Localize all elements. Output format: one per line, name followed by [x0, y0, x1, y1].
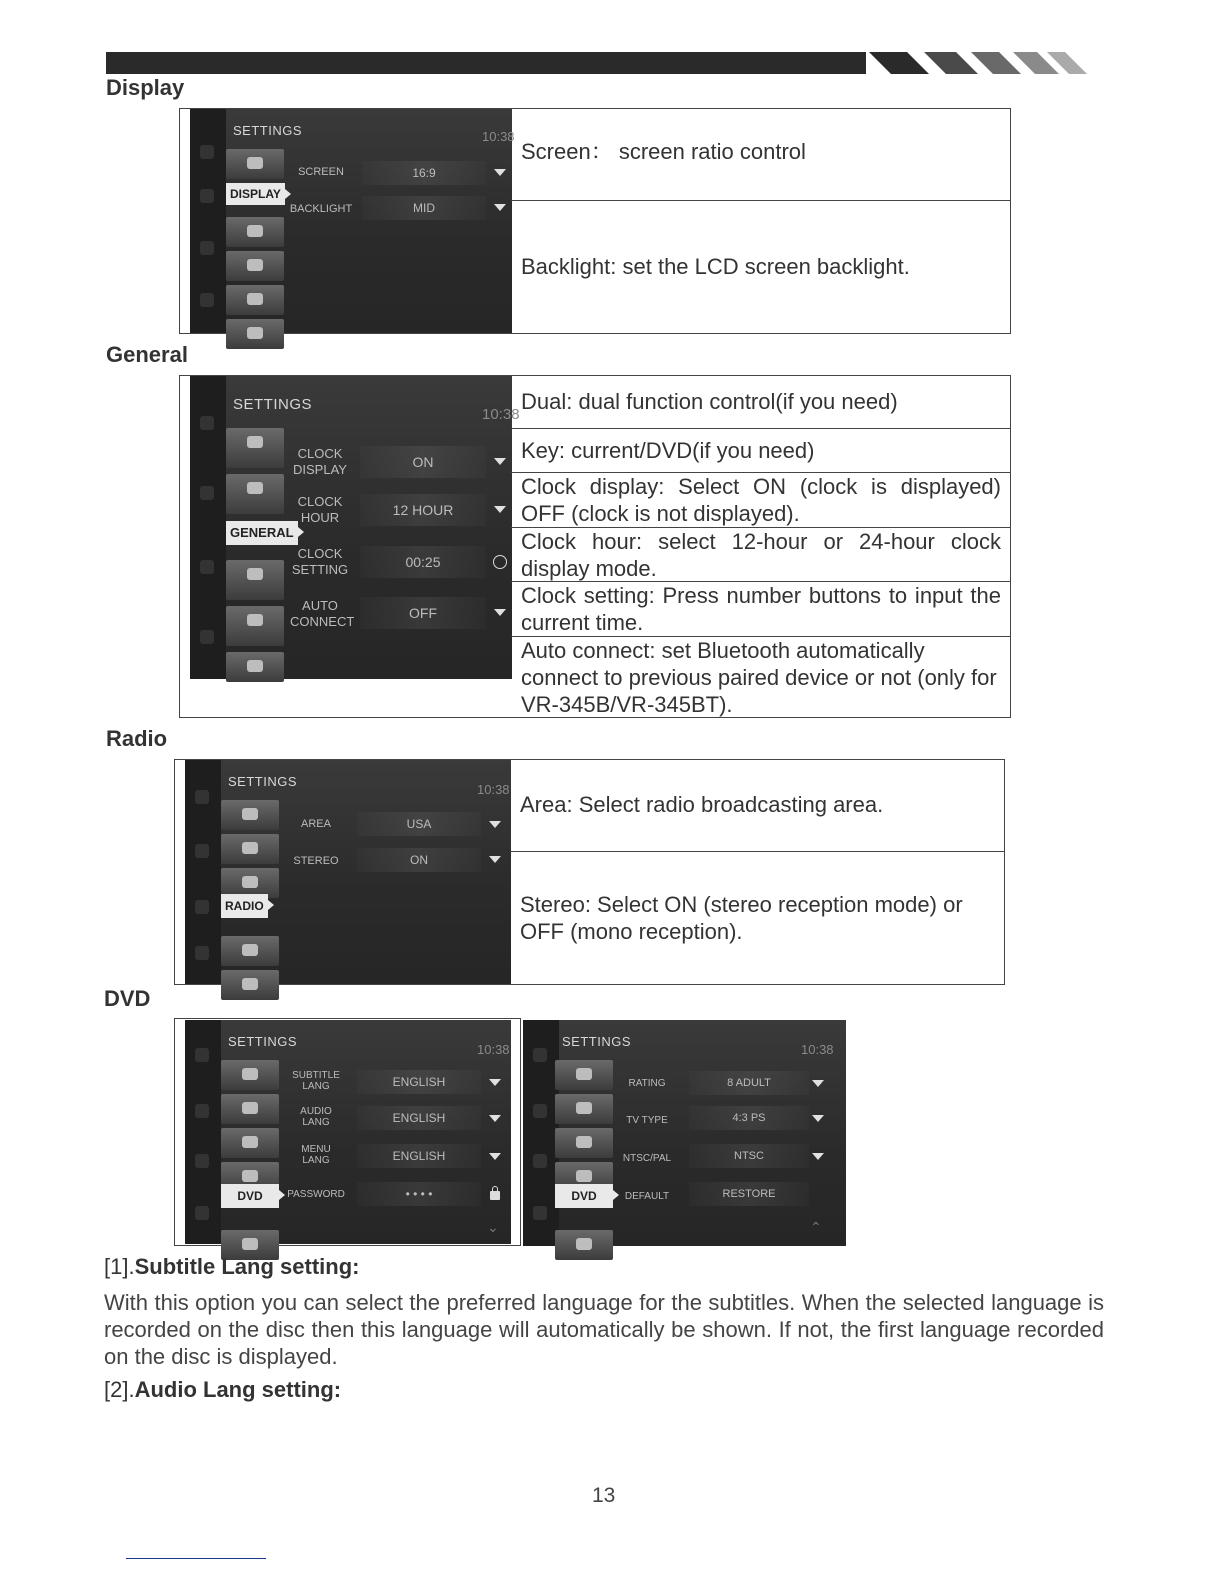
chevron-down-icon[interactable] [812, 1080, 824, 1087]
settings-icon[interactable] [555, 1094, 613, 1124]
desc-backlight: Backlight: set the LCD screen backlight. [511, 200, 1011, 334]
footer-line [126, 1558, 266, 1559]
car-icon[interactable] [226, 285, 284, 315]
desc-clock-hour: Clock hour: select 12-hour or 24-hour clock display mode. [511, 527, 1011, 581]
section-title-display: Display [106, 75, 185, 100]
general-screenshot [190, 376, 520, 679]
scroll-up-icon[interactable]: ⌃ [810, 1219, 822, 1235]
desc-area: Area: Select radio broadcasting area. [520, 792, 884, 817]
desc-auto-connect: Auto connect: set Bluetooth automatically connect to previous paired device or not (only for VR-345B/VR-345BT). [511, 636, 1011, 718]
screen-time: 10:38 [477, 782, 510, 797]
screen-time: 10:38 [477, 1042, 510, 1057]
menu-lang-value[interactable]: ENGLISH [357, 1144, 481, 1168]
bluetooth-icon[interactable] [555, 1060, 613, 1090]
scroll-down-icon[interactable]: ⌄ [487, 1219, 499, 1235]
chevron-down-icon[interactable] [812, 1153, 824, 1160]
header-bar [106, 52, 866, 74]
screen-title: SETTINGS [228, 774, 298, 789]
subtitle-lang-label: SUBTITLE LANG [292, 1070, 340, 1092]
lock-icon[interactable] [490, 1191, 500, 1200]
section-title-general: General [106, 342, 188, 367]
rating-value[interactable]: 8 ADULT [689, 1071, 809, 1095]
info-icon[interactable] [555, 1230, 613, 1260]
info-icon[interactable] [226, 319, 284, 349]
screen-title: SETTINGS [562, 1034, 632, 1049]
area-label: AREA [301, 818, 331, 830]
tab-radio[interactable]: RADIO [221, 894, 268, 918]
tab-display[interactable]: DISPLAY [226, 183, 285, 205]
section-title-dvd: DVD [104, 986, 151, 1011]
desc-clock-display: Clock display: Select ON (clock is displayed) OFF (clock is not displayed). [511, 472, 1011, 527]
chevron-down-icon[interactable] [489, 1153, 501, 1160]
chevron-down-icon[interactable] [489, 856, 501, 863]
chevron-down-icon[interactable] [494, 506, 506, 513]
dvd-screenshot-1 [185, 1020, 511, 1244]
car-icon[interactable] [221, 936, 279, 966]
radio-desc-table [510, 759, 1005, 985]
header-stripe [924, 52, 978, 74]
display-desc-table [511, 108, 1011, 334]
rating-label: RATING [628, 1078, 666, 1089]
chevron-down-icon[interactable] [812, 1115, 824, 1122]
subtitle-lang-heading: [1].Subtitle Lang setting: [104, 1254, 360, 1279]
clock-icon[interactable] [493, 555, 507, 569]
clock-hour-value[interactable]: 12 HOUR [360, 494, 486, 526]
radio-icon[interactable] [226, 217, 284, 247]
desc-dual: Dual: dual function control(if you need) [521, 389, 898, 414]
subtitle-lang-value[interactable]: ENGLISH [357, 1070, 481, 1094]
tv-type-value[interactable]: 4:3 PS [689, 1106, 809, 1130]
radio-screenshot [185, 760, 511, 984]
desc-screen: Screen： screen ratio control [521, 139, 806, 164]
ntsc-pal-label: NTSC/PAL [622, 1153, 672, 1164]
dvd-icon[interactable] [226, 560, 284, 600]
screen-title: SETTINGS [233, 396, 313, 413]
screen-time: 10:38 [801, 1042, 834, 1057]
chevron-down-icon[interactable] [494, 458, 506, 465]
clock-setting-value[interactable]: 00:25 [360, 546, 486, 578]
dvd-screenshot-2 [523, 1020, 846, 1246]
tab-dvd[interactable]: DVD [221, 1184, 279, 1208]
desc-clock-setting: Clock setting: Press number buttons to input the current time. [511, 581, 1011, 636]
tab-general[interactable]: GENERAL [226, 521, 298, 545]
backlight-label: BACKLIGHT [289, 203, 353, 215]
default-label: DEFAULT [624, 1191, 670, 1202]
header-stripe [869, 52, 929, 74]
stereo-label: STEREO [293, 855, 339, 867]
bluetooth-icon[interactable] [226, 428, 284, 468]
auto-connect-value[interactable]: OFF [360, 597, 486, 629]
header-stripe [971, 52, 1021, 74]
desc-key: Key: current/DVD(if you need) [511, 428, 1011, 472]
menu-lang-label: MENU LANG [301, 1144, 331, 1166]
audio-lang-label: AUDIO LANG [300, 1106, 332, 1128]
settings-icon[interactable] [221, 1094, 279, 1124]
chevron-down-icon[interactable] [494, 609, 506, 616]
default-value[interactable]: RESTORE [689, 1182, 809, 1206]
password-value[interactable]: • • • • [357, 1182, 481, 1206]
password-label: PASSWORD [287, 1189, 345, 1200]
info-icon[interactable] [226, 652, 284, 682]
car-icon[interactable] [226, 606, 284, 646]
clock-display-label: CLOCK DISPLAY [293, 446, 347, 477]
screen-title: SETTINGS [233, 123, 303, 138]
clock-setting-label: CLOCK SETTING [291, 546, 349, 577]
chevron-down-icon[interactable] [494, 169, 506, 176]
chevron-down-icon[interactable] [489, 1079, 501, 1086]
page-number: 13 [592, 1484, 616, 1507]
audio-lang-heading: [2].Audio Lang setting: [104, 1377, 342, 1402]
stereo-value[interactable]: ON [357, 848, 481, 872]
auto-connect-label: AUTO CONNECT [290, 598, 355, 629]
bluetooth-icon[interactable] [221, 1060, 279, 1090]
info-icon[interactable] [221, 970, 279, 1000]
ntsc-pal-value[interactable]: NTSC [689, 1144, 809, 1168]
display-screenshot [190, 109, 515, 333]
chevron-down-icon[interactable] [494, 204, 506, 211]
screen-time: 10:38 [482, 129, 515, 144]
clock-hour-label: CLOCK HOUR [297, 494, 343, 525]
chevron-down-icon[interactable] [489, 1115, 501, 1122]
tab-dvd[interactable]: DVD [555, 1184, 613, 1208]
section-title-radio: Radio [106, 726, 168, 751]
backlight-value[interactable]: MID [362, 196, 486, 220]
radio-icon[interactable] [221, 1128, 279, 1158]
radio-icon[interactable] [555, 1128, 613, 1158]
settings-icon[interactable] [221, 834, 279, 864]
screen-label: SCREEN [298, 166, 344, 178]
screen-title: SETTINGS [228, 1034, 298, 1049]
dvd-icon[interactable] [226, 251, 284, 281]
chevron-down-icon[interactable] [489, 821, 501, 828]
desc-stereo: Stereo: Select ON (stereo reception mode) or OFF (mono reception). [510, 851, 1005, 985]
bluetooth-icon[interactable] [221, 800, 279, 830]
subtitle-lang-body: With this option you can select the preferred language for the subtitles. When the selected language is recorded on the disc then this language will automatically be shown. If not, the first language recorded on the disc is displayed. [104, 1290, 1104, 1369]
tv-type-label: TV TYPE [626, 1115, 668, 1126]
settings-icon[interactable] [226, 474, 284, 514]
screen-time: 10:38 [482, 406, 520, 423]
clock-display-value[interactable]: ON [360, 446, 486, 478]
screen-value[interactable]: 16:9 [362, 161, 486, 185]
area-value[interactable]: USA [357, 812, 481, 836]
general-desc-table [511, 375, 1011, 718]
bluetooth-icon[interactable] [226, 149, 284, 179]
audio-lang-value[interactable]: ENGLISH [357, 1106, 481, 1130]
